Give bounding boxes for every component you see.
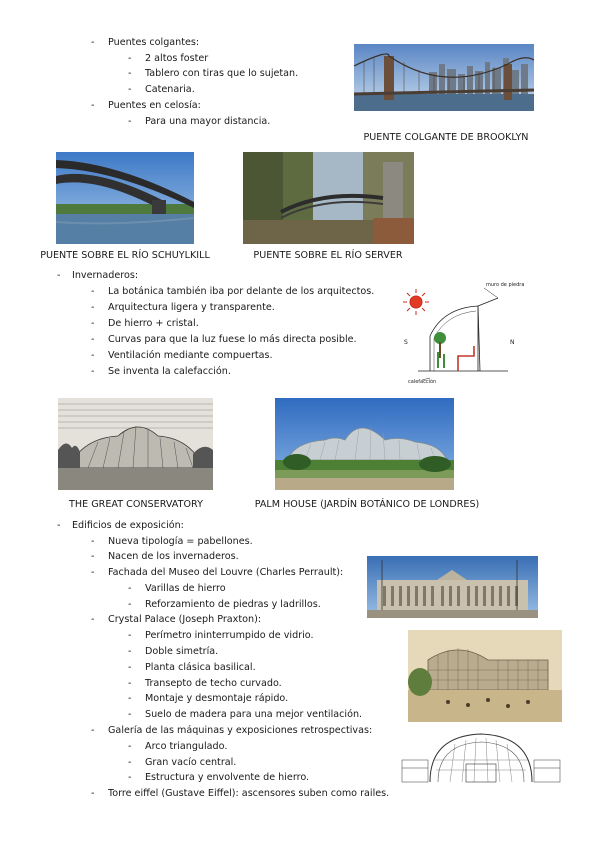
- dash: -: [91, 725, 95, 736]
- dash: -: [128, 741, 132, 752]
- diagram-label-bottom: calefacción: [408, 379, 437, 385]
- list-subitem: Fachada del Museo del Louvre (Charles Perrault):: [108, 567, 344, 578]
- list-subitem: Nueva tipología = pabellones.: [108, 536, 253, 547]
- diagram-label-top: muro de piedra: [486, 282, 525, 288]
- dash: -: [91, 788, 95, 799]
- list-subsubitem: Estructura y envolvente de hierro.: [145, 772, 310, 783]
- dash: -: [91, 286, 95, 297]
- list-subitem: Torre eiffel (Gustave Eiffel): ascensores suben como railes.: [108, 788, 390, 799]
- galerie-des-machines-drawing: [400, 730, 562, 784]
- list-item-truss-bridges: Puentes en celosía:: [108, 100, 201, 111]
- list-subsubitem: Doble simetría.: [145, 646, 219, 657]
- dash: -: [91, 366, 95, 377]
- list-subitem: 2 altos foster: [145, 53, 209, 64]
- list-item-suspension-bridges: Puentes colgantes:: [108, 37, 200, 48]
- caption-conservatory: THE GREAT CONSERVATORY: [69, 499, 203, 510]
- list-subsubitem: Montaje y desmontaje rápido.: [145, 693, 289, 704]
- dash: -: [128, 693, 132, 704]
- caption-schuylkill: PUENTE SOBRE EL RÍO SCHUYLKILL: [40, 250, 210, 261]
- dash: -: [128, 599, 132, 610]
- dash: -: [128, 772, 132, 783]
- list-subitem: Catenaria.: [145, 84, 195, 95]
- list-subitem: Para una mayor distancia.: [145, 116, 271, 127]
- schuylkill-bridge-photo: [56, 152, 194, 244]
- diagram-label-s: S: [404, 339, 408, 346]
- dash: -: [91, 567, 95, 578]
- crystal-palace-painting: [408, 630, 562, 722]
- dash: -: [91, 614, 95, 625]
- server-bridge-photo: [243, 152, 414, 244]
- dash: -: [91, 350, 95, 361]
- dash: -: [128, 53, 132, 64]
- great-conservatory-engraving: [58, 398, 213, 490]
- dash: -: [57, 520, 61, 531]
- list-item-greenhouses: Invernaderos:: [72, 270, 139, 281]
- dash: -: [128, 84, 132, 95]
- caption-server: PUENTE SOBRE EL RÍO SERVER: [253, 250, 403, 261]
- caption-brooklyn: PUENTE COLGANTE DE BROOKLYN: [363, 132, 529, 143]
- dash: -: [128, 678, 132, 689]
- caption-palmhouse: PALM HOUSE (JARDÍN BOTÁNICO DE LONDRES): [254, 499, 480, 510]
- list-subsubitem: Perímetro ininterrumpido de vidrio.: [145, 630, 314, 641]
- dash: -: [57, 270, 61, 281]
- dash: -: [128, 646, 132, 657]
- list-subsubitem: Varillas de hierro: [145, 583, 226, 594]
- dash: -: [91, 318, 95, 329]
- list-subitem: De hierro + cristal.: [108, 318, 199, 329]
- list-subitem: Tablero con tiras que lo sujetan.: [145, 68, 299, 79]
- dash: -: [91, 551, 95, 562]
- dash: -: [128, 709, 132, 720]
- list-subsubitem: Transepto de techo curvado.: [145, 678, 282, 689]
- list-subitem: Ventilación mediante compuertas.: [108, 350, 273, 361]
- list-subitem: Se inventa la calefacción.: [108, 366, 231, 377]
- dash: -: [91, 100, 95, 111]
- dash: -: [91, 536, 95, 547]
- list-subitem: Galería de las máquinas y exposiciones retrospectivas:: [108, 725, 373, 736]
- greenhouse-section-diagram: [398, 276, 538, 388]
- diagram-label-n: N: [510, 339, 515, 346]
- list-item-exhibition-buildings: Edificios de exposición:: [72, 520, 184, 531]
- dash: -: [128, 116, 132, 127]
- list-subsubitem: Arco triangulado.: [145, 741, 228, 752]
- list-subitem: Arquitectura ligera y transparente.: [108, 302, 275, 313]
- dash: -: [91, 302, 95, 313]
- list-subitem: Nacen de los invernaderos.: [108, 551, 239, 562]
- dash: -: [91, 334, 95, 345]
- dash: -: [128, 757, 132, 768]
- list-subitem: Curvas para que la luz fuese lo más directa posible.: [108, 334, 357, 345]
- dash: -: [128, 583, 132, 594]
- louvre-facade-photo: [367, 556, 538, 618]
- dash: -: [128, 68, 132, 79]
- list-subsubitem: Reforzamiento de piedras y ladrillos.: [145, 599, 321, 610]
- list-subsubitem: Gran vacío central.: [145, 757, 237, 768]
- palm-house-photo: [275, 398, 454, 490]
- list-subitem: Crystal Palace (Joseph Praxton):: [108, 614, 262, 625]
- brooklyn-bridge-photo: [354, 44, 534, 111]
- dash: -: [128, 662, 132, 673]
- list-subsubitem: Suelo de madera para una mejor ventilación.: [145, 709, 363, 720]
- list-subsubitem: Planta clásica basilical.: [145, 662, 256, 673]
- list-subitem: La botánica también iba por delante de los arquitectos.: [108, 286, 375, 297]
- dash: -: [91, 37, 95, 48]
- dash: -: [128, 630, 132, 641]
